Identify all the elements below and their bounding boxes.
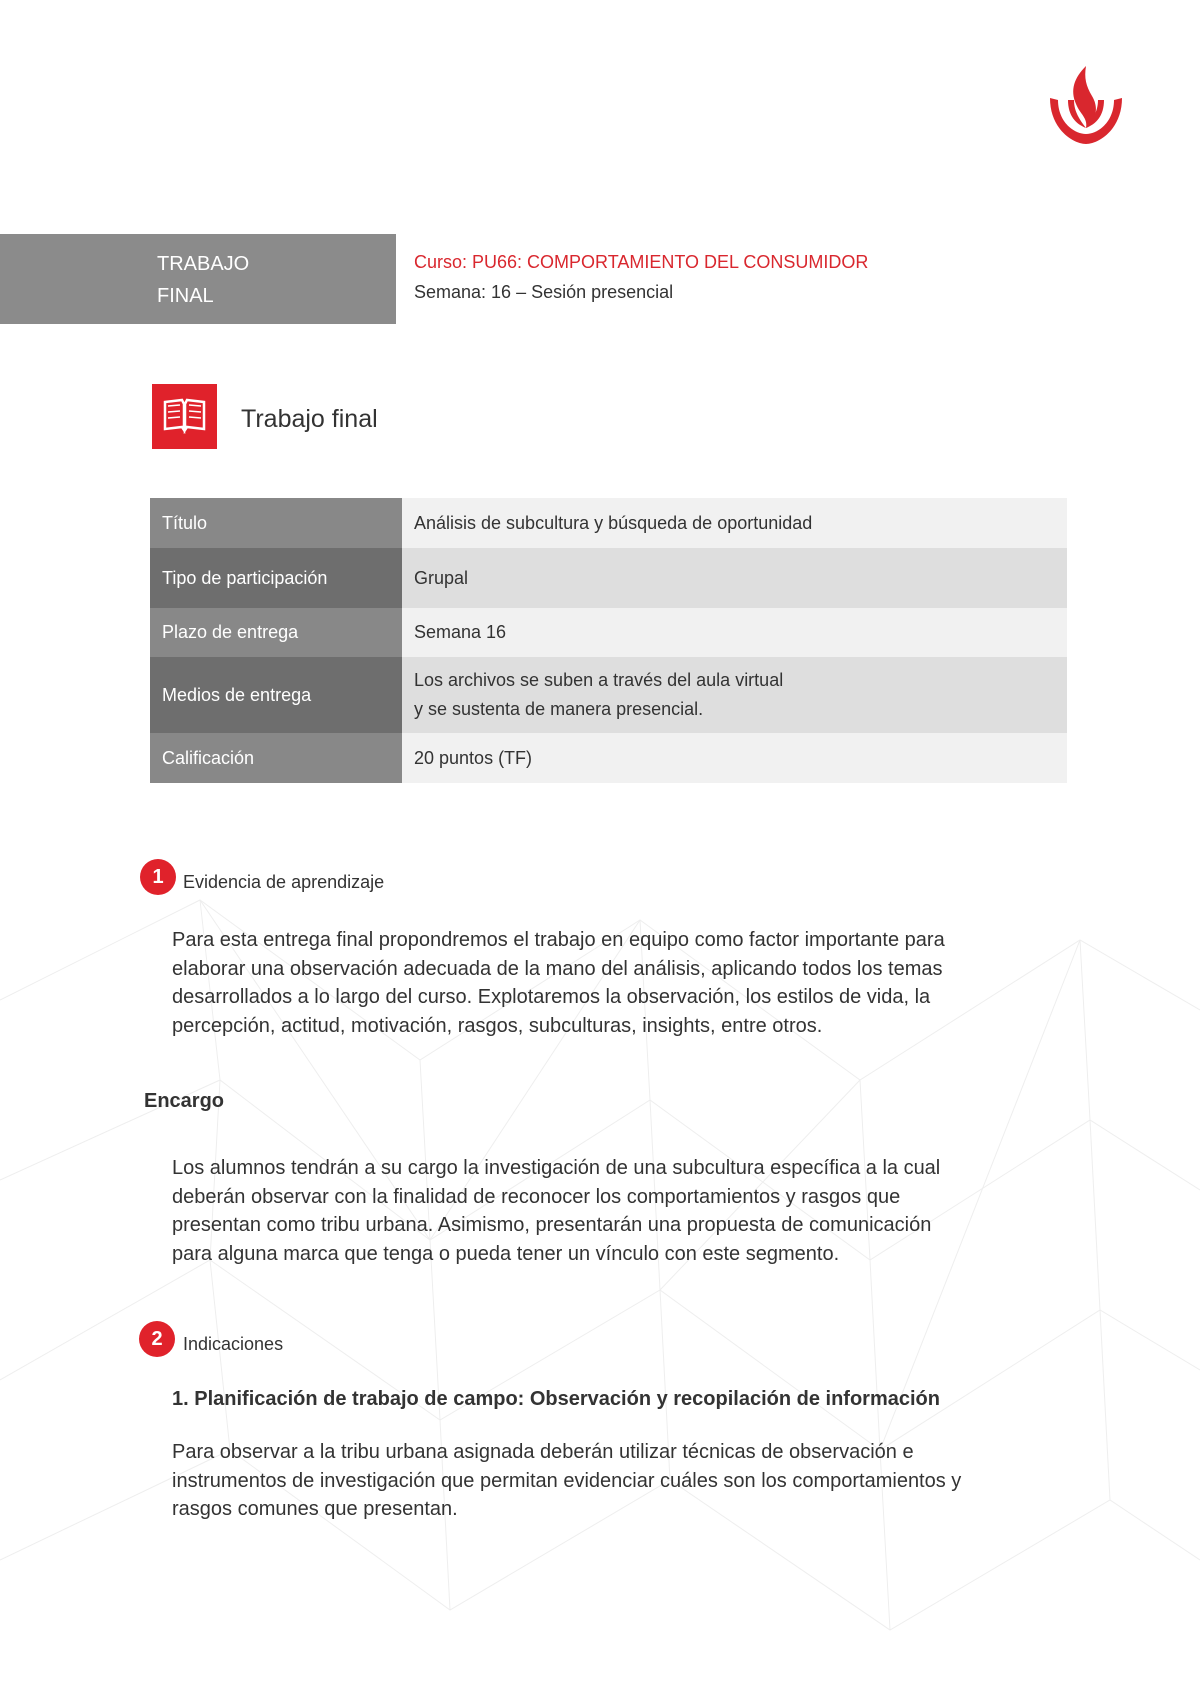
week-label: Semana: 16 – Sesión presencial	[414, 282, 674, 302]
row-value: Grupal	[402, 548, 1067, 608]
row-label: Calificación	[150, 733, 402, 783]
doc-type-band	[0, 234, 396, 324]
row-label: Medios de entrega	[150, 657, 402, 733]
subheading: 1. Planificación de trabajo de campo: Observación y recopilación de información	[172, 1388, 940, 1410]
row-label: Título	[150, 498, 402, 548]
row-value: 20 puntos (TF)	[402, 733, 1067, 783]
row-value: Análisis de subcultura y búsqueda de oportunidad	[402, 498, 1067, 548]
section-number-badge: 2	[139, 1321, 175, 1357]
table-row	[150, 733, 1067, 783]
section-title: Trabajo final	[241, 405, 378, 433]
indicaciones-paragraph: Para observar a la tribu urbana asignada deberán utilizar técnicas de observación e instrumentos de investigación que permitan evidenciar cuáles son los comportamientos y rasgos comunes que presentan.	[172, 1441, 962, 1520]
doc-type-line1: TRABAJO	[157, 253, 250, 275]
section-label: Evidencia de aprendizaje	[183, 872, 385, 892]
course-title: Curso: PU66: COMPORTAMIENTO DEL CONSUMIDOR	[414, 252, 869, 272]
section-label: Indicaciones	[183, 1334, 284, 1354]
encargo-paragraph: Los alumnos tendrán a su cargo la investigación de una subcultura específica a la cual deberán observar con la finalidad de reconocer los comportamientos y rasgos que presentan como tribu urbana. Asimismo, presentarán una propuesta de comunicación para alguna marca que tenga o pueda tener un vínculo con este segmento.	[172, 1157, 941, 1265]
encargo-heading: Encargo	[144, 1090, 225, 1112]
row-value: Semana 16	[402, 608, 1067, 657]
table-row	[150, 498, 1067, 548]
info-table	[150, 498, 1067, 783]
upc-logo-icon	[1040, 58, 1132, 150]
doc-type-line2: FINAL	[157, 285, 214, 307]
row-value: Los archivos se suben a través del aula virtual y se sustenta de manera presencial.	[402, 657, 1067, 733]
section-number-badge: 1	[140, 859, 176, 895]
open-book-icon	[152, 384, 217, 449]
table-row	[150, 608, 1067, 657]
row-label: Plazo de entrega	[150, 608, 402, 657]
evidence-paragraph: Para esta entrega final propondremos el trabajo en equipo como factor importante para elaborar una observación adecuada de la mano del análisis, aplicando todos los temas desarrollados a lo largo del curso. Explotaremos la observación, los estilos de vida, la percepción, actitud, motivación, rasgos, subculturas, insights, entre otros.	[172, 929, 945, 1037]
table-row	[150, 657, 1067, 733]
table-row	[150, 548, 1067, 608]
row-label: Tipo de participación	[150, 548, 402, 608]
